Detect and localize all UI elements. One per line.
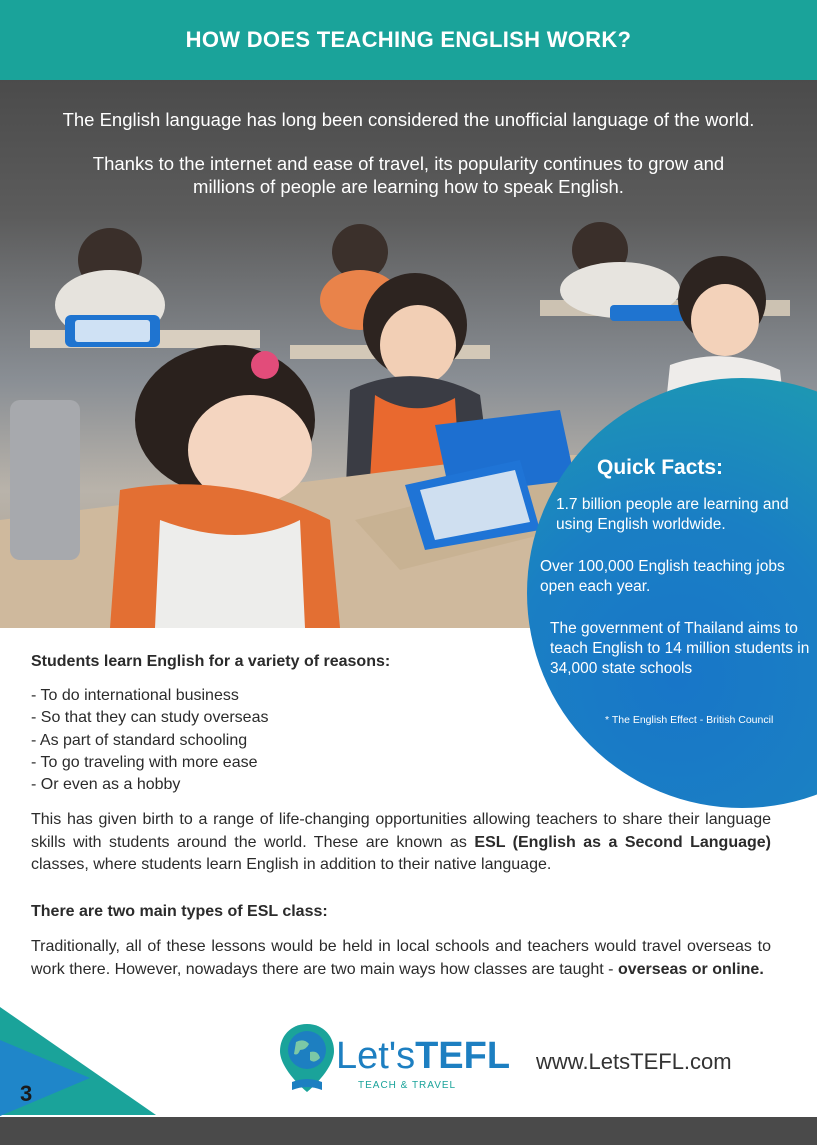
list-item: - As part of standard schooling — [31, 731, 248, 749]
list-item: - To do international business — [31, 687, 239, 704]
footer-bar — [0, 1117, 817, 1145]
logo-tagline: TEACH & TRAVEL — [358, 1080, 457, 1091]
reasons-list — [31, 685, 268, 796]
logo-lets: Let's — [336, 1035, 416, 1077]
esl-text-start: This has given birth to a range of life-changing opportunities allowing teachers to share their language skills with students around the world. These are known as — [31, 811, 771, 851]
facts-source: * The English Effect - British Council — [605, 714, 774, 726]
reasons-heading: Students learn English for a variety of reasons: — [31, 653, 391, 670]
esl-paragraph — [31, 809, 771, 877]
fact-learners: 1.7 billion people are learning and using English worldwide. — [556, 496, 789, 533]
list-item: - Or even as a hobby — [31, 776, 181, 794]
corner-triangle-blue — [0, 1040, 90, 1116]
intro-line-2: Thanks to the internet and ease of travel, its popularity continues to grow and millions of people are learning how to speak English. — [92, 153, 725, 197]
page-header — [0, 0, 817, 80]
esl-text-end: classes, where students learn English in addition to their native language. — [31, 856, 552, 873]
logo-wordmark — [336, 1036, 510, 1076]
esl-text-bold: ESL (English as a Second Language) — [474, 833, 771, 851]
types-text-bold: overseas or online. — [617, 960, 764, 978]
list-item: - To go traveling with more ease — [31, 753, 258, 771]
types-heading: There are two main types of ESL class: — [31, 903, 328, 920]
logo-tefl: TEFL — [415, 1035, 511, 1077]
types-text-start: Traditionally, all of these lessons would be held in local schools and teachers would travel overseas to work there. However, nowadays there are two main ways how classes are taught - — [31, 938, 771, 978]
fact-jobs: Over 100,000 English teaching jobs open each year. — [540, 558, 785, 595]
types-paragraph — [31, 936, 771, 981]
letstefl-logo — [276, 1020, 516, 1100]
page-number: 3 — [20, 1081, 33, 1106]
website-link[interactable]: www.LetsTEFL.com — [536, 1049, 732, 1074]
quick-facts-title: Quick Facts: — [597, 456, 724, 479]
globe-pin-icon — [276, 1020, 338, 1100]
list-item: - So that they can study overseas — [31, 709, 269, 727]
fact-thailand: The government of Thailand aims to teach English to 14 million students in 34,000 state schools — [550, 620, 810, 677]
intro-line-1: The English language has long been considered the unofficial language of the world. — [62, 109, 755, 130]
page-title: HOW DOES TEACHING ENGLISH WORK? — [185, 27, 632, 52]
